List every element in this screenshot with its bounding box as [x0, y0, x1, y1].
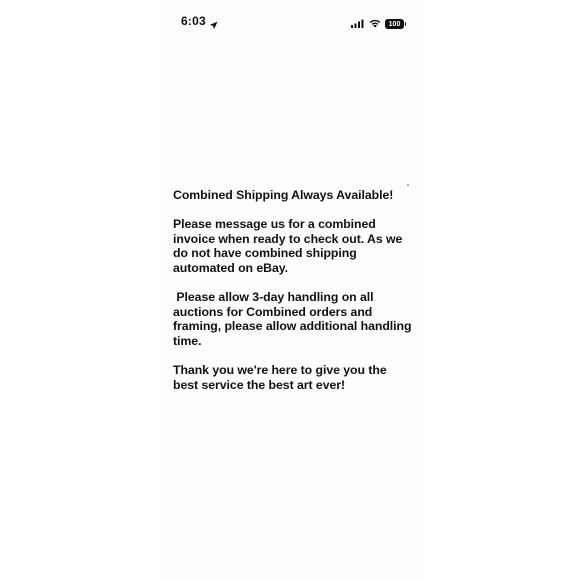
note-heading: Combined Shipping Always Available! — [173, 188, 394, 202]
shipping-note — [173, 188, 413, 407]
note-paragraph-combined-invoice: Please message us for a combined invoice when ready to check out. As we do not have combined shipping automated on eBay. — [173, 217, 406, 275]
status-time: 6:03 — [181, 14, 206, 28]
phone-screen — [160, 0, 422, 580]
battery-level: 100 — [388, 20, 401, 28]
note-paragraph-handling: Please allow 3-day handling on all auctions for Combined orders and framing, please allow additional handling time. — [173, 290, 415, 348]
left-margin — [0, 0, 160, 580]
status-icons — [351, 15, 404, 33]
wifi-icon — [369, 15, 381, 33]
screen-speck — [407, 184, 409, 186]
status-time-group — [181, 14, 218, 28]
note-paragraph-thanks: Thank you we're here to give you the best service the best art ever! — [173, 363, 391, 392]
location-arrow-icon — [209, 17, 218, 26]
battery-icon — [385, 19, 404, 29]
status-bar — [160, 0, 422, 42]
right-margin — [420, 0, 580, 580]
cellular-signal-icon — [351, 15, 365, 33]
